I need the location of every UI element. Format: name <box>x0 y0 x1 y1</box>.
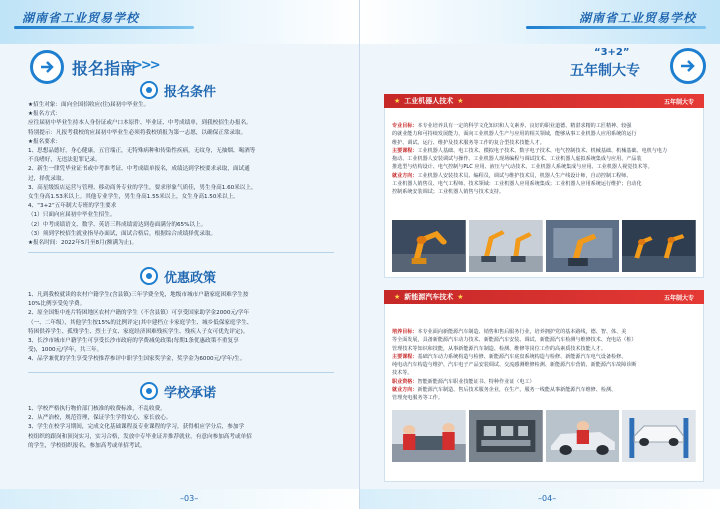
text-line: 的学生，学校组织报名，参加高考或单招考试。 <box>28 442 146 449</box>
policy-text <box>28 291 334 365</box>
line-label: 主要课程： <box>392 353 418 360</box>
text-line: 2、从严治校，规范管理，保证学生学得安心，家长放心。 <box>28 415 172 422</box>
description-line <box>392 155 692 163</box>
description-line <box>392 172 692 180</box>
text-line: 4、“3+2”五年制大专班的学生要求 <box>28 203 117 210</box>
line-label: 专业目标： <box>392 123 418 129</box>
description-line <box>392 345 692 353</box>
divider <box>28 372 334 373</box>
line-text: 工业机器人基础、电工技术、模拟电子技术、数字电子技术、电气控制技术、机械基础、机械基础、电机与电力 <box>417 147 668 154</box>
description-line <box>392 394 692 402</box>
program-tag: 五年制大专 <box>663 294 694 302</box>
arrow-circle-icon <box>30 50 64 84</box>
header-swoosh <box>14 26 194 29</box>
text-line: ★招生对象：面向全国招收应(往)届初中毕业生。 <box>28 102 150 108</box>
conditions-text <box>28 101 334 248</box>
section-bullet-icon <box>140 81 158 99</box>
policy-heading <box>140 266 216 286</box>
text-line: 10%比例享受免学费。 <box>28 301 86 308</box>
page-number: –03– <box>180 494 199 503</box>
description-line <box>392 147 692 155</box>
text-line: （1）只面向应届初中毕业生招生。 <box>28 212 116 219</box>
line-text: 智能新能源汽车职业技能证书、特种作业证（电工） <box>417 378 535 385</box>
line-label: 就业方向： <box>392 387 418 394</box>
text-line: ★报名时间：2022年5月至8月(额满为止)。 <box>28 240 138 247</box>
description-line <box>392 369 692 377</box>
program-tag: 五年制大专 <box>663 98 694 106</box>
photo-robot-arms <box>622 220 696 272</box>
description-line <box>392 353 692 361</box>
text-line: 3、学生在校学习期间，完成文化基础课程及专业课程的学习，获得相应学分后，参加学 <box>28 424 245 431</box>
line-text: 拖动、工业机器人安装调试与操作、工业机器人现场编程与调试技术、工业机器人虚拟系统集成与应用、产品装 <box>392 156 642 163</box>
description-line <box>392 139 692 147</box>
program-description <box>392 328 692 403</box>
school-name: 湖南省工业贸易学校 <box>578 11 696 25</box>
line-label: 职业资格： <box>392 378 418 385</box>
program-photos <box>392 220 696 272</box>
text-line: （3）须到学校招生就业指导办面试，面试合格后，根据综合成绩择优录取。 <box>28 230 217 237</box>
description-line <box>392 122 692 130</box>
program-bar <box>384 290 704 304</box>
line-text: 工业机器人安装技术员、编程员，调试与维护技术员，机器人生产线设计师，自动控制工程师、 <box>417 172 632 179</box>
promise-text <box>28 405 334 451</box>
line-label: 培养目标： <box>392 329 418 335</box>
line-text: 控制系统安装调试；工业机器人销售与技术支持。 <box>392 189 505 196</box>
text-line: ★报名方式： <box>28 111 61 118</box>
line-text: 技术等。 <box>392 370 413 377</box>
line-text: 新能源汽车制造、售后技术服务企业，在生产、服务一线能从事新能源汽车维修、检测、 <box>417 387 617 394</box>
text-line: （2）中考成绩语文、数学、英语三科成绩需达到卷面满分的65%以上。 <box>28 221 207 228</box>
text-line: （一、二年级），其他学生按15%的比例评定(其中建档立卡家庭学生、城乡低保家庭学生、 <box>28 319 253 326</box>
header-swoosh <box>526 26 706 29</box>
section-title: 优惠政策 <box>164 270 217 286</box>
star-icon: ★ <box>457 293 464 301</box>
conditions-heading <box>140 80 216 100</box>
photo-robot-arm <box>392 220 466 272</box>
star-icon: ★ <box>394 293 401 301</box>
page-number: –04– <box>538 494 557 503</box>
text-line: 2、原全国集中连片特困地区农村户籍的学生（不含县镇）可享受国家助学金2000元/学年 <box>28 310 250 317</box>
text-line: 特别提示：凡报考我校的应届初中毕业生必须将我校填报为第一志愿，以确保正常录取。 <box>28 129 247 136</box>
line-label: 主要课程： <box>392 147 418 154</box>
text-line: 1、思想品德好，身心健康，五官端正，无特殊病种和传染性疾病，无纹身，无抽烟、喝酒等 <box>28 148 256 155</box>
line-text: 推选型与结构设计、电气控制与PLC 应用、液压与气动技术、工业机器人系统集成与应用、工业机器人视觉技术等。 <box>392 164 653 171</box>
line-text: 管理技术等知识和技能，从事新能源汽车制造、检测、维修等岗位工作的高素质技术技能人才。 <box>392 345 606 352</box>
section-bullet-icon <box>140 267 158 285</box>
photo-robot-lab <box>469 220 543 272</box>
photo-robot-station <box>546 220 620 272</box>
photo-students-engine <box>392 410 466 462</box>
text-line: 应往届初中毕业生持本人身份证或户口本原件、毕业证、中考成绩单，到我校招生办报名。 <box>28 120 252 127</box>
program-description <box>392 122 692 197</box>
text-line: 3、长沙市城市户籍学生可享受长沙市政府的学费减免政策(每期1条优惠政策不重复享 <box>28 338 239 345</box>
photo-car-lift <box>622 410 696 462</box>
description-line <box>392 188 692 196</box>
line-text: 管理充电服务等工作。 <box>392 395 443 402</box>
school-name: 湖南省工业贸易学校 <box>22 11 140 25</box>
line-text: 维护、调试、运行、维护及技术服务等工作的复合型技术技能人才。 <box>392 139 545 146</box>
section-title: 报名条件 <box>164 84 217 100</box>
page-title: 五年制大专 <box>570 63 640 79</box>
description-line <box>392 336 692 344</box>
program-bar <box>384 94 704 108</box>
text-line: 1、学校严格执行物价部门核准的收费标准，不乱收费。 <box>28 406 166 412</box>
arrow-circle-icon <box>670 48 706 84</box>
text-line: 受)，1000元/学年，共三年。 <box>28 347 103 354</box>
program-name: 新能源汽车技术 <box>404 293 454 301</box>
page-title: 报名指南 <box>72 59 137 78</box>
line-text: 本专业面向新能源汽车制造、销售和售后服务行业，培养拥护党的基本路线，德、智、体、美 <box>417 329 627 335</box>
star-icon: ★ <box>457 97 464 105</box>
photo-student-car <box>546 410 620 462</box>
line-label: 就业方向： <box>392 172 418 179</box>
line-text: 纯电动汽车构造与维护、汽车电子产品安装调试、交流感测维修检测、新能源汽车营销、新能源汽车故障诊断 <box>392 362 637 369</box>
line-text: 的就业能力和可持续发展能力，面向工业机器人生产与应用的相关领域，能够从事工业机器人应用系统的运行 <box>392 131 637 138</box>
description-line <box>392 386 692 394</box>
description-line <box>392 163 692 171</box>
description-line <box>392 180 692 188</box>
photo-engine-parts <box>469 410 543 462</box>
program-type-sub: “3+2” <box>594 47 630 58</box>
text-line: 校组织的跟岗和顶岗实习，实习合格，发放中专毕业证并推荐就业。有意向参加高考或单招 <box>28 433 252 440</box>
line-text: 工业机器人销售员、电气工程师、技术领域：工业机器人应用系统集成；工业机器人应用系统运行维护；自动化 <box>392 181 642 188</box>
text-line: 特困供养学生、孤残学生、烈士子女、家庭经济困难残疾学生、残疾人子女可优先评定)。 <box>28 328 249 335</box>
line-text: 等全面发展，具备新能源汽车动力技术、新能源汽车安装、调试、新能源汽车检测与维修技术、充电站（桩） <box>392 337 637 344</box>
text-line: 过，择优录取。 <box>28 175 68 182</box>
section-bullet-icon <box>140 382 158 400</box>
description-line <box>392 130 692 138</box>
title-arrows: >>> <box>132 58 159 73</box>
text-line: 女生身高1.53米以上。其他专业学生，男生身高1.55米以上，女生身高1.50米以上。 <box>28 194 239 201</box>
program-name: 工业机器人技术 <box>404 97 454 105</box>
promise-heading <box>140 381 216 401</box>
description-line <box>392 328 692 336</box>
line-text: 基础汽车动力系统构造与检修、新能源汽车底盘系统构造与检修、新能源汽车电气设备检修、 <box>417 353 627 360</box>
text-line: 不良嗜好，无违法犯罪记录。 <box>28 157 101 164</box>
description-line <box>392 378 692 386</box>
text-line: 3、高星级饭店运营与管理、移动商务专业的学生，要求形象气质佳，男生身高1.60米以上， <box>28 184 257 191</box>
text-line: 1、凡到我校就读的农村户籍学生(含县镇)三年学费全免，地级市城市户籍家庭困难学生按 <box>28 292 249 298</box>
star-icon: ★ <box>394 97 401 105</box>
description-line <box>392 361 692 369</box>
text-line: 2、新生一律凭毕业证书或中考准考证、中考成绩单报名，成绩达到学校要求录取，面试通 <box>28 166 250 173</box>
text-line: ★报名要求： <box>28 138 61 145</box>
text-line: 4、品学兼优的学生享受学校推荐参评中职学生国家奖学金，奖学金为6000元/学年/生。 <box>28 356 246 363</box>
program-photos <box>392 410 696 462</box>
line-text: 本专业培养具有一定的科学文化知识和人文素养、良好的职业道德、精湛求精的工匠精神、较强 <box>417 123 632 129</box>
divider <box>28 252 334 253</box>
section-title: 学校承诺 <box>164 385 217 401</box>
